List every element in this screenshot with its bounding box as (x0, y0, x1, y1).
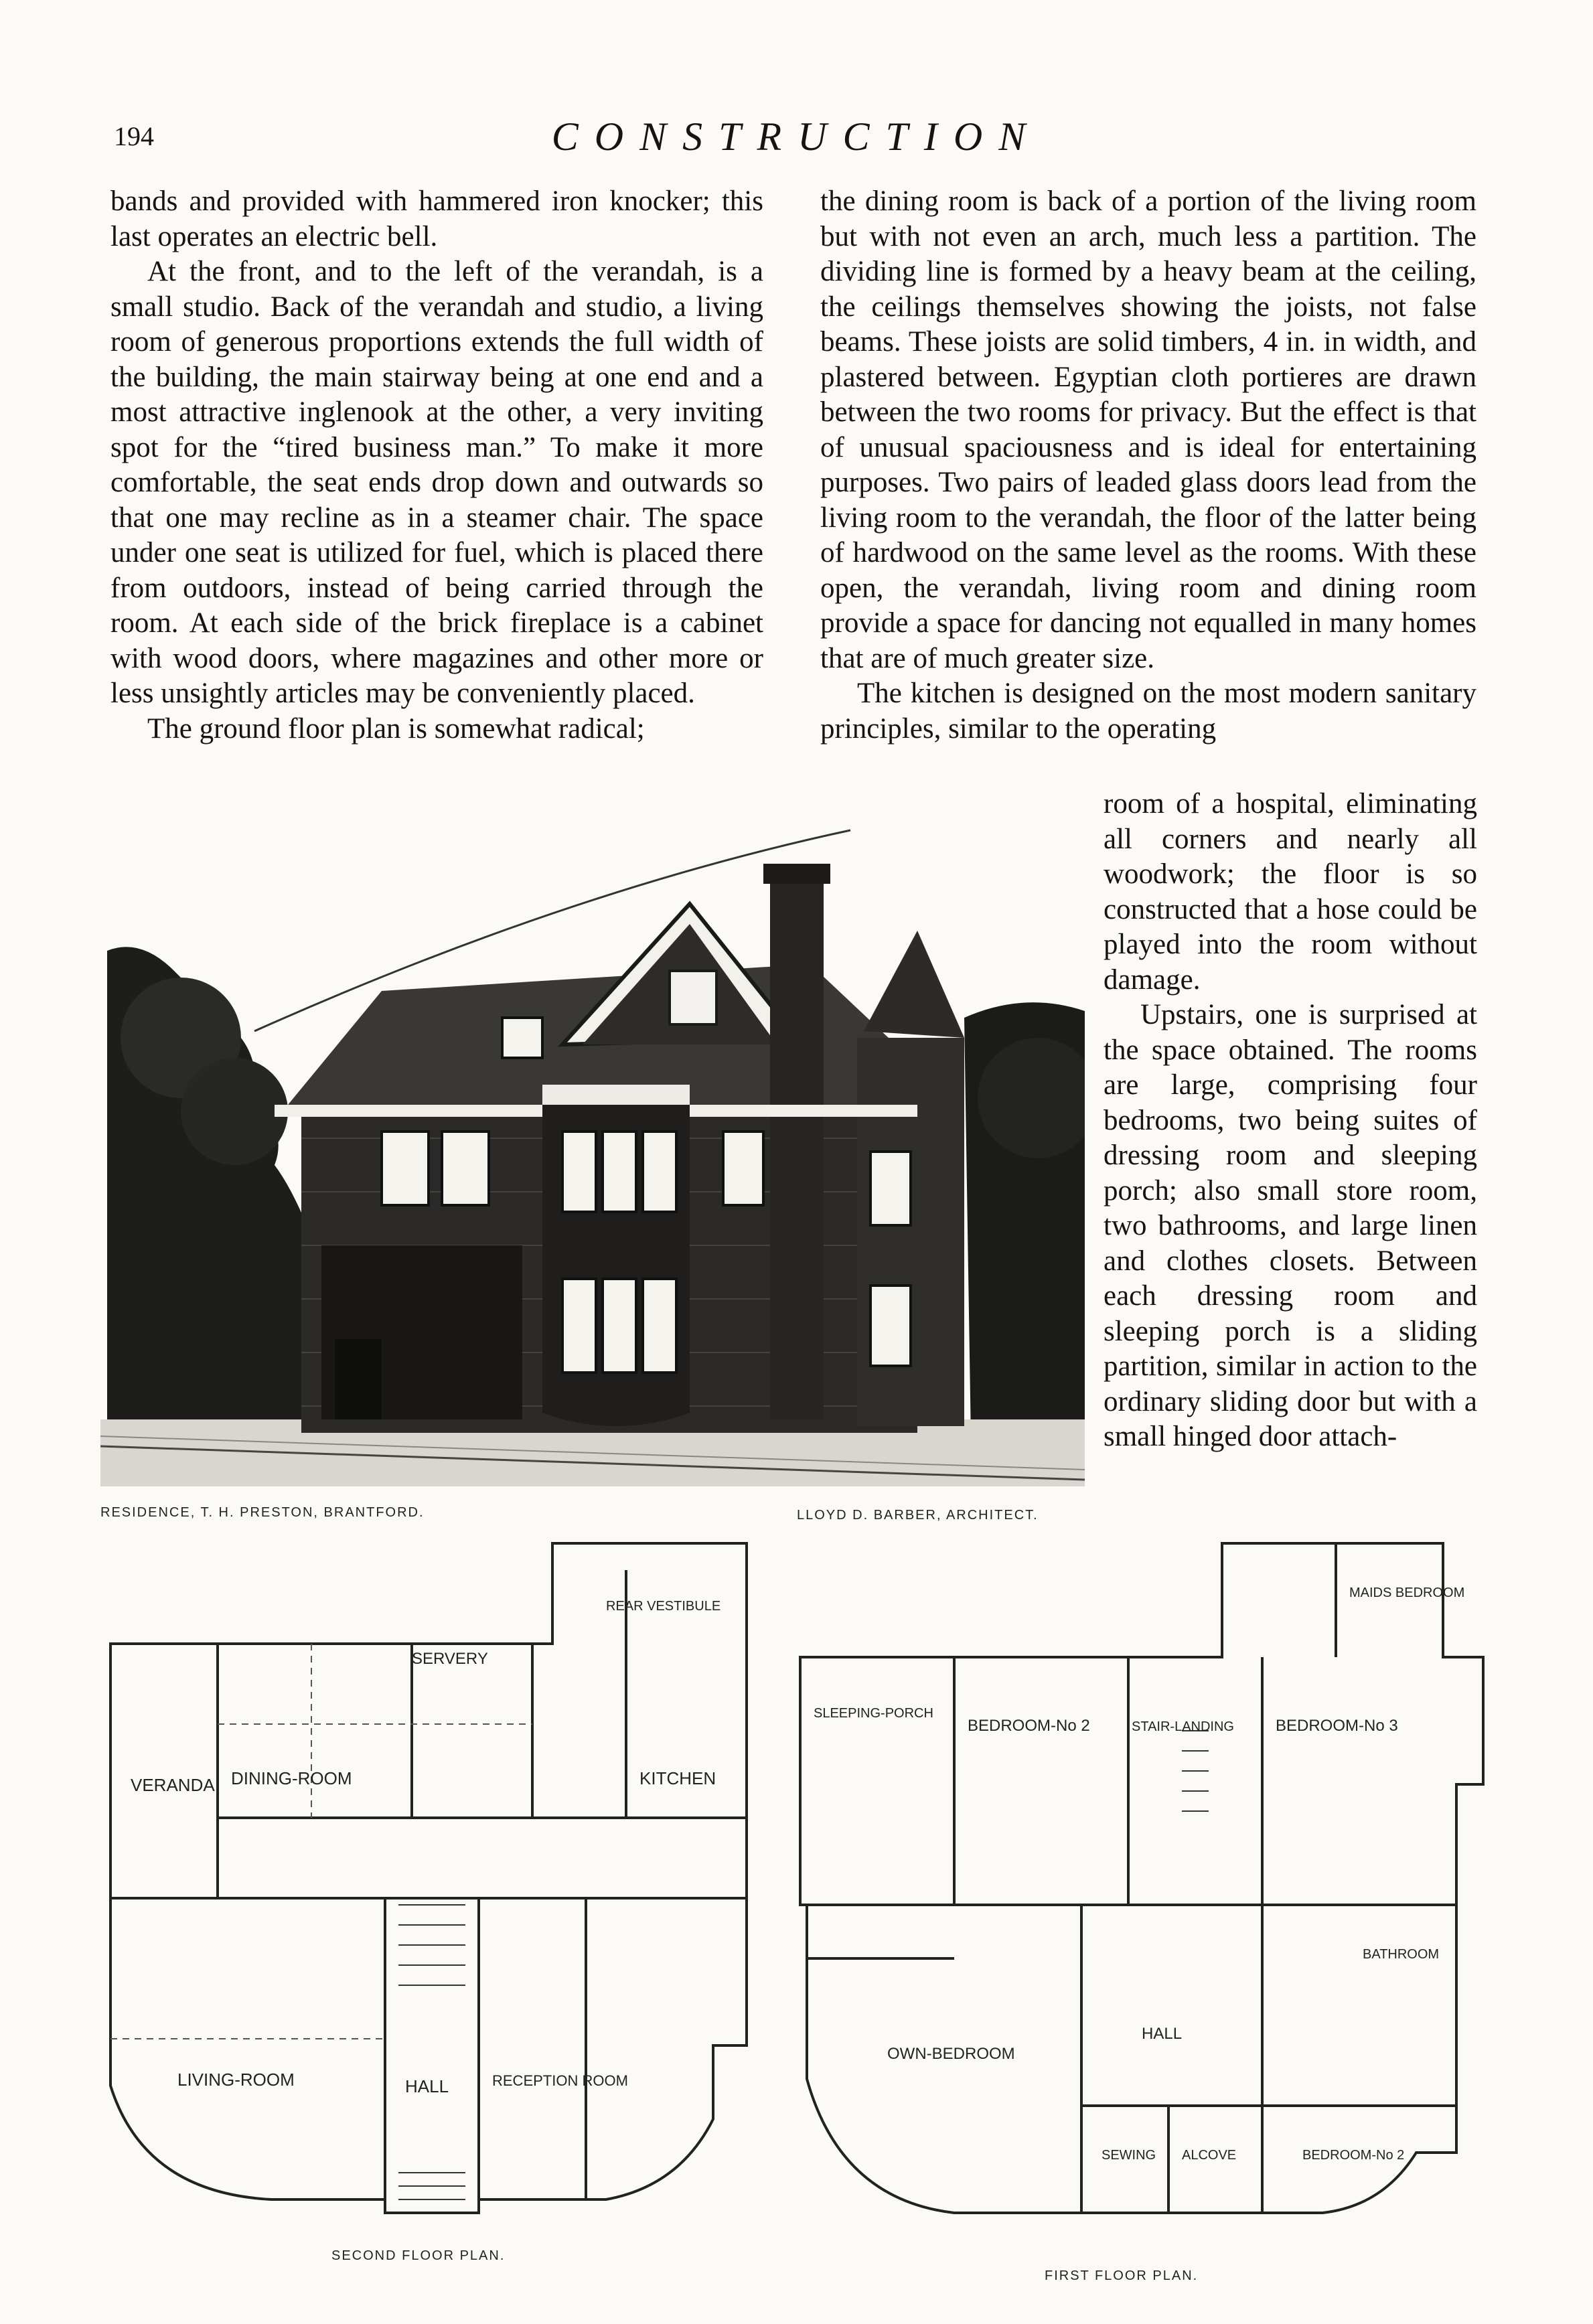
label-veranda: VERANDA (131, 1775, 215, 1795)
label-rear-vestibule: REAR VESTIBULE (606, 1599, 721, 1614)
label-living: LIVING-ROOM (177, 2070, 295, 2090)
label-own-bedroom: OWN-BEDROOM (887, 2045, 1015, 2063)
label-hall: HALL (1142, 2025, 1183, 2043)
photo-caption-architect: LLOYD D. BARBER, ARCHITECT. (797, 1508, 1039, 1523)
second-floor-plan (90, 1530, 760, 2240)
label-alcove: ALCOVE (1182, 2148, 1237, 2163)
journal-title: CONSTRUCTION (551, 114, 1042, 159)
label-stair-landing: STAIR-LANDING (1132, 1719, 1234, 1734)
second-floor-plan-caption: SECOND FLOOR PLAN. (331, 2248, 506, 2263)
paragraph: bands and provided with hammered iron knocker; this last operates an electric bell. (110, 185, 763, 252)
label-dining: DINING-ROOM (231, 1768, 352, 1788)
article-right-column (820, 184, 1476, 747)
label-kitchen: KITCHEN (639, 1768, 716, 1788)
label-bedroom-2: BEDROOM-No 2 (968, 1717, 1090, 1735)
label-sewing: SEWING (1102, 2148, 1156, 2163)
article-left-column (110, 184, 763, 747)
label-reception: RECEPTION ROOM (492, 2072, 628, 2089)
paragraph: the dining room is back of a portion of the living room but with not even an arch, much less a partition. The dividing line is formed by a heavy beam at the ceiling, the ceilings themselves showing the joists, not false beams. These joists are solid timbers, 4 in. in width, and plastered between. Egyptian cloth portieres are drawn between the two rooms for privacy. But the effect is that of unusual spaciousness and is ideal for entertaining purposes. Two pairs of leaded glass doors lead from the living room to the verandah, the floor of the latter being of hardwood on the same level as the rooms. With these open, the verandah, living room and dining room provide a space for dancing not equalled in many homes that are of much greater size. (820, 185, 1476, 674)
label-bathroom: BATHROOM (1363, 1947, 1440, 1962)
paragraph: The kitchen is designed on the most modern sanitary principles, similar to the operating (820, 678, 1476, 745)
label-servery: SERVERY (412, 1650, 488, 1668)
label-bedroom-4: BEDROOM-No 2 (1302, 2148, 1405, 2163)
article-right-narrow-column (1104, 787, 1477, 1455)
label-sleeping-porch: SLEEPING-PORCH (814, 1706, 933, 1721)
label-maids-bedroom: MAIDS BEDROOM (1349, 1585, 1465, 1600)
first-floor-plan-caption: FIRST FLOOR PLAN. (1045, 2268, 1199, 2283)
paragraph: room of a hospital, eliminating all corners and nearly all woodwork; the floor is so constructed that a hose could be played into the room without damage. (1104, 788, 1477, 996)
paragraph: Upstairs, one is surprised at the space obtained. The rooms are large, comprising four bedrooms, two being suites of dressing room and sleeping porch; also small store room, two bathrooms, and large linen and clothes closets. Between each dressing room and sleeping porch is a sliding partition, similar in action to the ordinary sliding door but with a small hinged door attach- (1104, 999, 1477, 1452)
paragraph: The ground floor plan is somewhat radical; (147, 712, 645, 745)
label-bedroom-3: BEDROOM-No 3 (1276, 1717, 1398, 1735)
page-header (0, 114, 1593, 167)
label-hall: HALL (405, 2076, 449, 2096)
residence-photo (100, 817, 1085, 1486)
page-number: 194 (114, 121, 154, 151)
first-floor-plan (793, 1530, 1497, 2260)
photo-caption-residence: RESIDENCE, T. H. PRESTON, BRANTFORD. (100, 1505, 425, 1520)
paragraph: At the front, and to the left of the verandah, is a small studio. Back of the verandah and studio, a living room of generous proportions extends the full width of the building, the main stairway being at one end and a most attractive inglenook at the other, a very inviting spot for the “tired business man.” To make it more comfortable, the seat ends drop down and outwards so that one may recline as in a steamer chair. The space under one seat is utilized for fuel, which is placed there from outdoors, instead of being carried through the room. At each side of the brick fireplace is a cabinet with wood doors, where magazines and other more or less unsightly articles may be conveniently placed. (110, 256, 763, 709)
